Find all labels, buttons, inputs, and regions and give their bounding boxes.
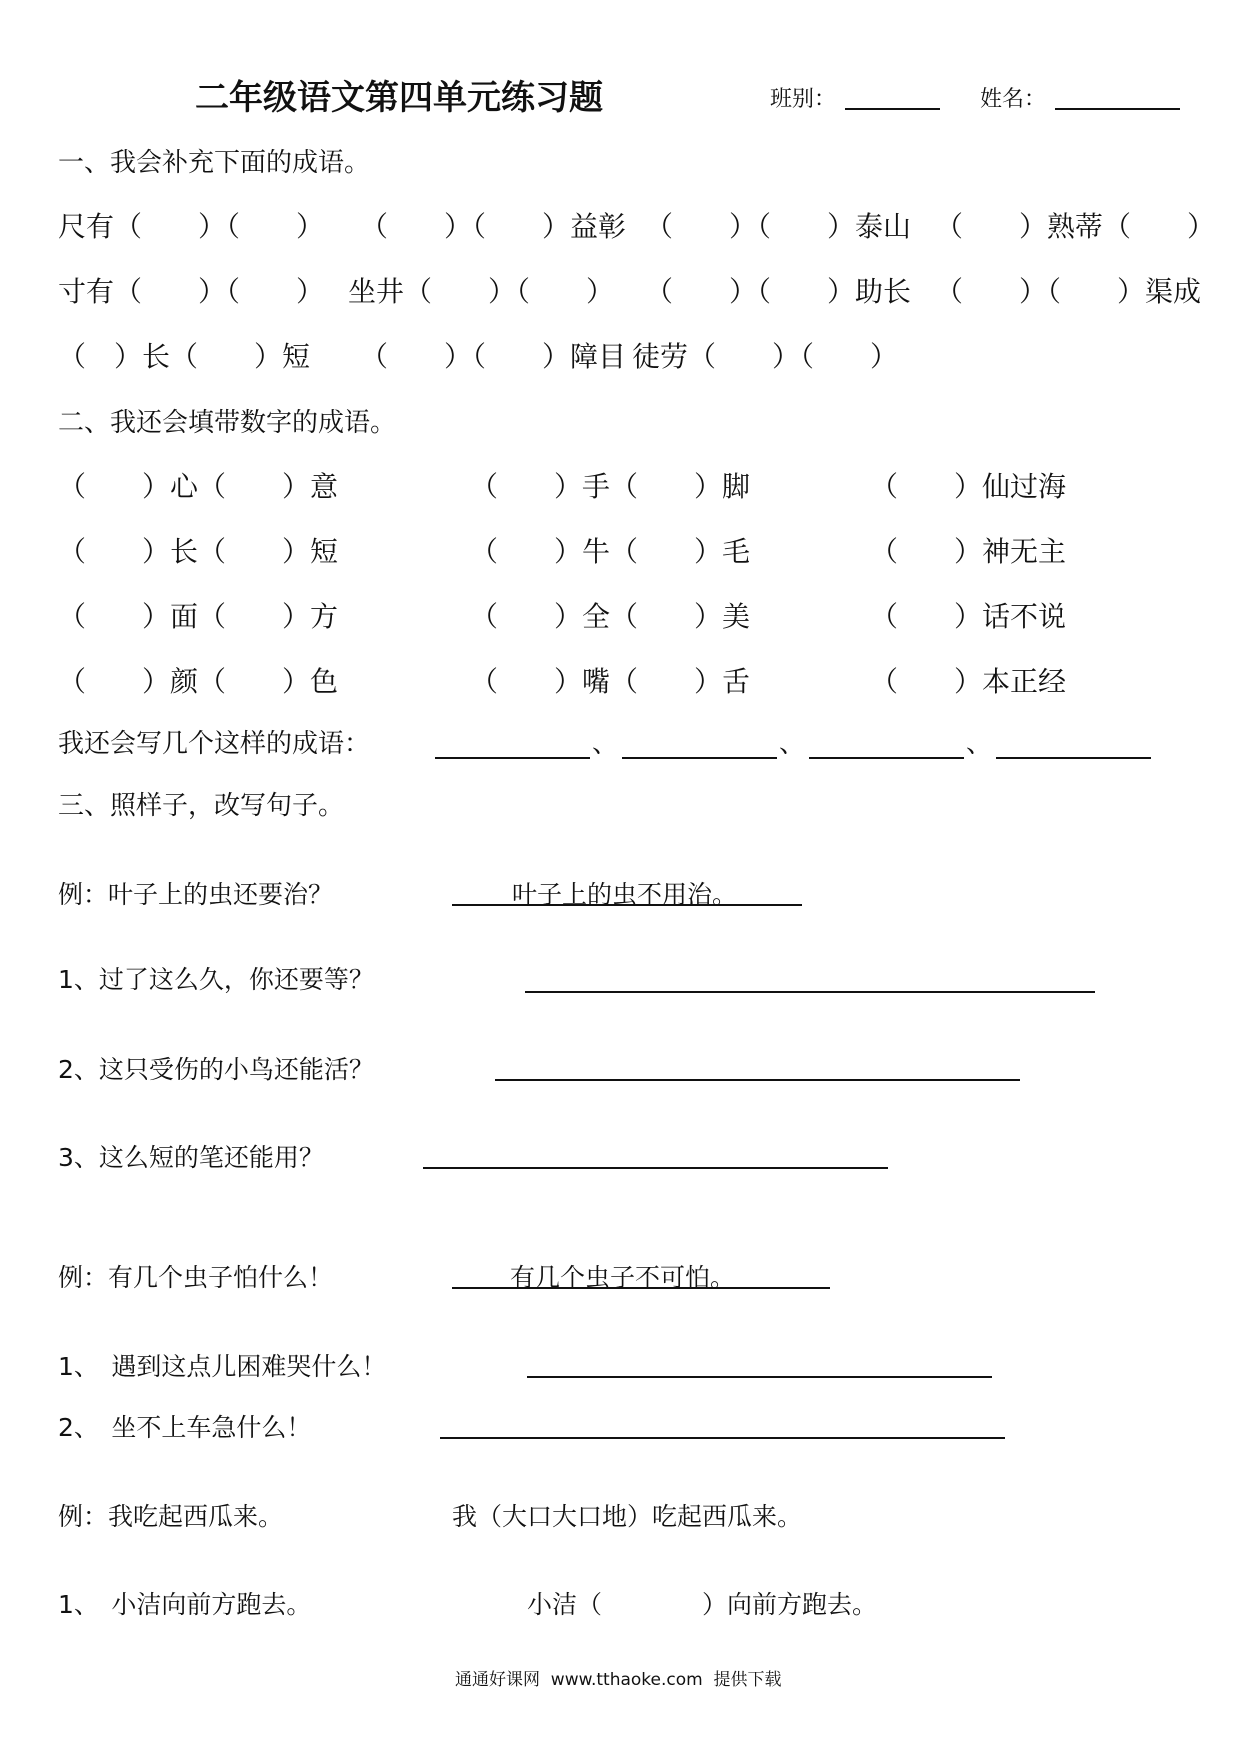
number-idiom: （ ）神无主 bbox=[870, 535, 1067, 568]
class-field[interactable] bbox=[845, 108, 940, 110]
idiom-fill: （ ）（ ）助长 bbox=[645, 275, 912, 308]
idiom-answer-line[interactable] bbox=[809, 757, 964, 759]
idiom-answer-line[interactable] bbox=[996, 757, 1151, 759]
idiom-fill: （ ）（ ）渠成 bbox=[935, 275, 1202, 308]
rewrite-answer-line[interactable] bbox=[495, 1079, 1020, 1081]
idiom-fill: 徒劳（ ）（ ） bbox=[632, 340, 899, 373]
example-question: 例：有几个虫子怕什么！ bbox=[58, 1263, 334, 1292]
rewrite-fill: 小洁（ ）向前方跑去。 bbox=[527, 1590, 878, 1619]
number-idiom: （ ）牛（ ）毛 bbox=[470, 535, 751, 568]
page-title: 二年级语文第四单元练习题 bbox=[195, 78, 603, 118]
more-idioms-label: 我还会写几个这样的成语： bbox=[58, 729, 371, 759]
number-idiom: （ ）仙过海 bbox=[870, 470, 1067, 503]
rewrite-answer-line[interactable] bbox=[440, 1437, 1005, 1439]
section2-heading: 二、我还会填带数字的成语。 bbox=[58, 408, 397, 438]
number-idiom: （ ）心（ ）意 bbox=[58, 470, 339, 503]
class-label: 班别： bbox=[770, 87, 837, 112]
number-idiom: （ ）话不说 bbox=[870, 600, 1067, 633]
number-idiom: （ ）颜（ ）色 bbox=[58, 665, 339, 698]
number-idiom: （ ）本正经 bbox=[870, 665, 1067, 698]
idiom-fill: 寸有（ ）（ ） bbox=[58, 275, 325, 308]
rewrite-question: 1、 小洁向前方跑去。 bbox=[58, 1590, 312, 1619]
name-field[interactable] bbox=[1055, 108, 1180, 110]
idiom-fill: （ ）（ ）泰山 bbox=[645, 210, 912, 243]
idiom-fill: 尺有（ ）（ ） bbox=[58, 210, 325, 243]
idiom-fill: （ ）（ ）障目 bbox=[360, 340, 627, 373]
rewrite-question: 3、这么短的笔还能用？ bbox=[58, 1143, 324, 1172]
rewrite-answer-line[interactable] bbox=[527, 1376, 992, 1378]
number-idiom: （ ）长（ ）短 bbox=[58, 535, 339, 568]
example-question: 例：叶子上的虫还要治？ bbox=[58, 880, 334, 909]
example-answer: 叶子上的虫不用治。 bbox=[512, 880, 738, 909]
example-answer: 有几个虫子不可怕。 bbox=[510, 1263, 736, 1292]
section1-heading: 一、我会补充下面的成语。 bbox=[58, 148, 371, 178]
section3-heading: 三、照样子，改写句子。 bbox=[58, 791, 345, 821]
number-idiom: （ ）手（ ）脚 bbox=[470, 470, 751, 503]
footer-text: 通通好课网 www.tthaoke.com 提供下载 bbox=[455, 1670, 782, 1690]
idiom-fill: （ ）长（ ）短 bbox=[58, 340, 311, 373]
number-idiom: （ ）嘴（ ）舌 bbox=[470, 665, 751, 698]
example-question: 例：我吃起西瓜来。 bbox=[58, 1502, 284, 1531]
idiom-fill: （ ）熟蒂（ ） bbox=[935, 210, 1216, 243]
rewrite-answer-line[interactable] bbox=[423, 1167, 888, 1169]
idiom-answer-line[interactable] bbox=[435, 757, 590, 759]
rewrite-question: 1、过了这么久，你还要等？ bbox=[58, 965, 374, 994]
idiom-fill: （ ）（ ）益彰 bbox=[360, 210, 627, 243]
idiom-answer-line[interactable] bbox=[622, 757, 777, 759]
separator: 、 bbox=[779, 729, 806, 759]
name-label: 姓名： bbox=[980, 87, 1047, 112]
rewrite-question: 2、这只受伤的小鸟还能活？ bbox=[58, 1055, 374, 1084]
rewrite-question: 2、 坐不上车急什么！ bbox=[58, 1413, 312, 1442]
example-answer: 我（大口大口地）吃起西瓜来。 bbox=[452, 1502, 803, 1531]
number-idiom: （ ）全（ ）美 bbox=[470, 600, 751, 633]
idiom-fill: 坐井（ ）（ ） bbox=[348, 275, 615, 308]
rewrite-answer-line[interactable] bbox=[525, 991, 1095, 993]
rewrite-question: 1、 遇到这点儿困难哭什么！ bbox=[58, 1352, 387, 1381]
number-idiom: （ ）面（ ）方 bbox=[58, 600, 339, 633]
separator: 、 bbox=[592, 729, 619, 759]
separator: 、 bbox=[966, 729, 993, 759]
